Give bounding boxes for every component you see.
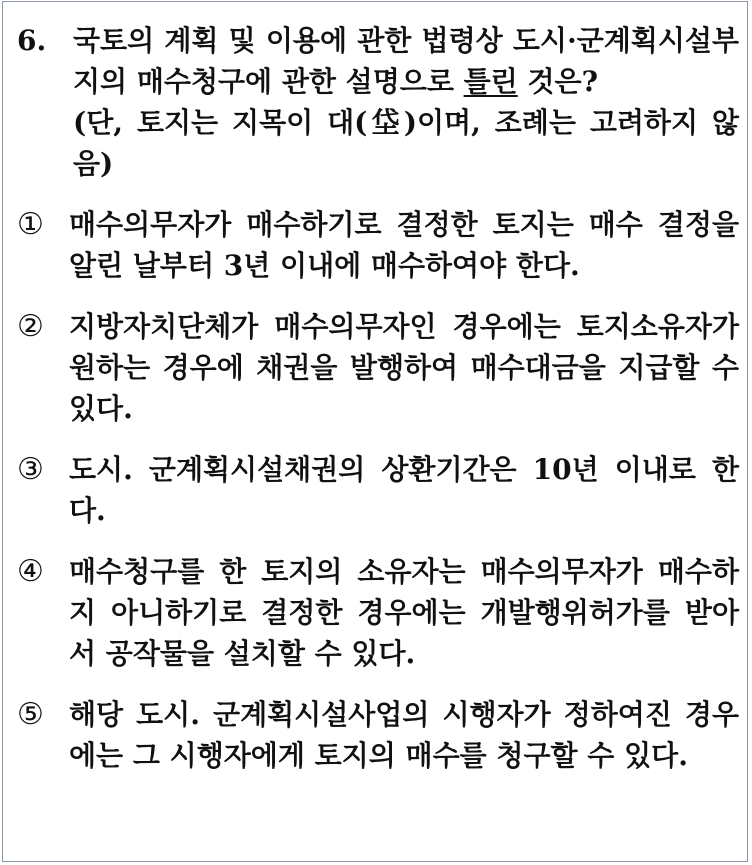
question-stem	[17, 20, 739, 102]
question-text-before: 국토의 계획 및 이용에 관한 법령상 도시·군계획시설부지의 매수청구에 관한 설명으로	[73, 24, 739, 98]
question-content	[17, 20, 739, 796]
option-text-2: 지방자치단체가 매수의무자인 경우에는 토지소유자가 원하는 경우에 채권을 발행하여 매수대금을 지급할 수 있다.	[69, 310, 739, 425]
question-frame	[2, 1, 748, 862]
question-text-after: 것은?	[517, 65, 598, 98]
question-note: (단, 토지는 지목이 대(垈)이며, 조례는 고려하지 않음)	[73, 106, 739, 180]
answer-option-1[interactable]	[17, 204, 739, 286]
answer-option-4[interactable]	[17, 551, 739, 674]
option-marker-5: ⑤	[17, 697, 44, 732]
option-marker-2: ②	[17, 309, 44, 344]
option-text-3: 도시. 군계획시설채권의 상환기간은 10년 이내로 한다.	[69, 453, 739, 527]
option-text-5: 해당 도시. 군계획시설사업의 시행자가 정하여진 경우에는 그 시행자에게 토지의 매수를 청구할 수 있다.	[69, 698, 739, 772]
answer-option-3[interactable]	[17, 449, 739, 531]
option-text-1: 매수의무자가 매수하기로 결정한 토지는 매수 결정을 알린 날부터 3년 이내에 매수하여야 한다.	[69, 208, 739, 282]
option-text-4: 매수청구를 한 토지의 소유자는 매수의무자가 매수하지 아니하기로 결정한 경우에는 개발행위허가를 받아서 공작물을 설치할 수 있다.	[69, 555, 739, 670]
answer-option-5[interactable]	[17, 694, 739, 776]
answer-option-2[interactable]	[17, 306, 739, 429]
question-text	[73, 20, 739, 102]
option-marker-3: ③	[17, 452, 44, 487]
option-marker-4: ④	[17, 554, 44, 589]
answer-options	[17, 204, 739, 776]
option-marker-1: ①	[17, 207, 44, 242]
question-number: 6.	[17, 24, 47, 57]
question-underlined-word: 틀린	[463, 65, 518, 98]
